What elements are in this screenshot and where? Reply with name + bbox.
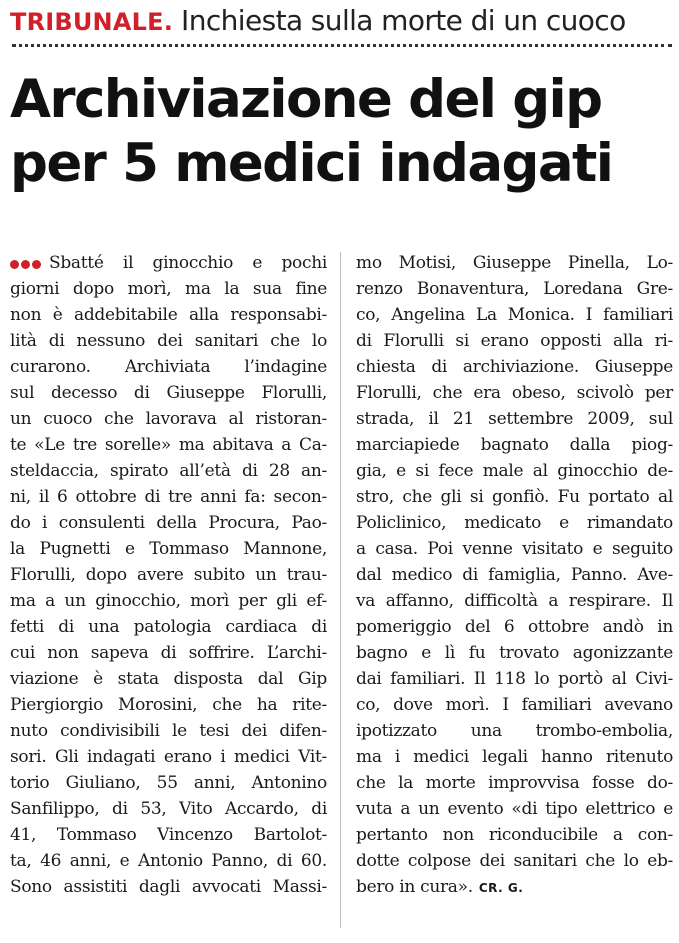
body-line: Policlinico, medicato e rimandato — [356, 513, 673, 533]
article-column-right — [356, 250, 673, 900]
body-line: stro, che gli si gonfiò. Fu portato al — [356, 487, 673, 507]
headline-line-1: Archiviazione del gip — [10, 69, 602, 130]
author-byline: CR. G. — [478, 881, 524, 895]
body-line: ta, 46 anni, e Antonio Panno, di 60. — [10, 851, 327, 871]
body-line: dai familiari. Il 118 lo portò al Civi- — [356, 669, 673, 689]
body-line: cui non sapeva di soffrire. L’archi- — [10, 643, 327, 663]
body-line: pomeriggio del 6 ottobre andò in — [356, 617, 673, 637]
body-line: strada, il 21 settembre 2009, sul — [356, 409, 673, 429]
body-line: sori. Gli indagati erano i medici Vit- — [10, 747, 327, 767]
body-line: do i consulenti della Procura, Pao- — [10, 513, 327, 533]
body-line: Florulli, che era obeso, scivolò per — [356, 383, 673, 403]
body-line: co, Angelina La Monica. I familiari — [356, 305, 673, 325]
body-line: ni, il 6 ottobre di tre anni fa: secon- — [10, 487, 327, 507]
body-line: la Pugnetti e Tommaso Mannone, — [10, 539, 327, 559]
body-line: ma a un ginocchio, morì per gli ef- — [10, 591, 327, 611]
kicker-text: Inchiesta sulla morte di un cuoco — [181, 4, 626, 37]
body-line: va affanno, difficoltà a respirare. Il — [356, 591, 673, 611]
dotted-divider — [12, 44, 672, 47]
body-line: Florulli, dopo avere subito un trau- — [10, 565, 327, 585]
body-line: Sbatté il ginocchio e pochi — [10, 250, 327, 276]
body-line: nuto condivisibili le tesi dei difen- — [10, 721, 327, 741]
body-line: torio Giuliano, 55 anni, Antonino — [10, 773, 327, 793]
body-line: bagno e lì fu trovato agonizzante — [356, 643, 673, 663]
body-line: Sono assistiti dagli avvocati Massi- — [10, 877, 327, 897]
body-line: renzo Bonaventura, Loredana Gre- — [356, 279, 673, 299]
body-line: co, dove morì. I familiari avevano — [356, 695, 673, 715]
body-line: non è addebitabile alla responsabi- — [10, 305, 327, 325]
body-line: 41, Tommaso Vincenzo Bartolot- — [10, 825, 327, 845]
body-line: che la morte improvvisa fosse do- — [356, 773, 673, 793]
headline-line-2: per 5 medici indagati — [10, 133, 613, 194]
body-line: ma i medici legali hanno ritenuto — [356, 747, 673, 767]
body-line: dal medico di famiglia, Panno. Ave- — [356, 565, 673, 585]
body-line: lità di nessuno dei sanitari che lo — [10, 331, 327, 351]
body-line: giorni dopo morì, ma la sua fine — [10, 279, 327, 299]
body-line: Sanfilippo, di 53, Vito Accardo, di — [10, 799, 327, 819]
body-line: a casa. Poi venne visitato e seguito — [356, 539, 673, 559]
body-line: te «Le tre sorelle» ma abitava a Ca- — [10, 435, 327, 455]
body-line: steldaccia, spirato all’età di 28 an- — [10, 461, 327, 481]
headline — [10, 68, 670, 196]
body-line: un cuoco che lavorava al ristoran- — [10, 409, 327, 429]
section-tag: TRIBUNALE. — [10, 8, 174, 36]
column-divider — [340, 252, 341, 928]
body-line: vuta a un evento «di tipo elettrico e — [356, 799, 673, 819]
body-line: ipotizzato una trombo-embolia, — [356, 721, 673, 741]
body-line: pertanto non riconducibile a con- — [356, 825, 673, 845]
body-line: sul decesso di Giuseppe Florulli, — [10, 383, 327, 403]
body-line: dotte colpose dei sanitari che lo eb- — [356, 851, 673, 871]
body-line: di Florulli si erano opposti alla ri- — [356, 331, 673, 351]
body-line: mo Motisi, Giuseppe Pinella, Lo- — [356, 253, 673, 273]
bullet-dots-icon — [10, 251, 43, 277]
body-line: marciapiede bagnato dalla piog- — [356, 435, 673, 455]
article-column-left — [10, 250, 327, 900]
body-line: Piergiorgio Morosini, che ha rite- — [10, 695, 327, 715]
body-line: fetti di una patologia cardiaca di — [10, 617, 327, 637]
body-line: viazione è stata disposta dal Gip — [10, 669, 327, 689]
body-line: curarono. Archiviata l’indagine — [10, 357, 327, 377]
body-line-last: bero in cura». CR. G. — [356, 877, 524, 897]
kicker — [10, 4, 670, 38]
body-line: gia, e si fece male al ginocchio de- — [356, 461, 673, 481]
body-line: chiesta di archiviazione. Giuseppe — [356, 357, 673, 377]
